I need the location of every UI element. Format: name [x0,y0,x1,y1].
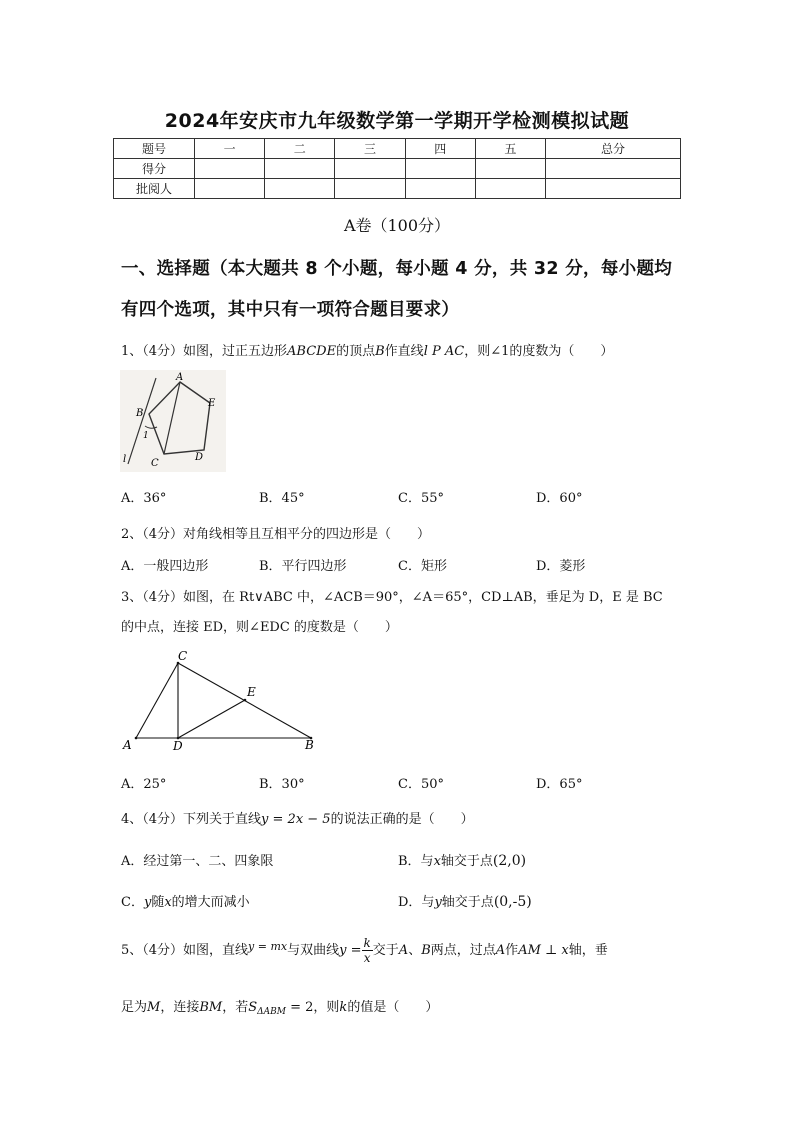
q5-mid4: 作 [505,943,519,958]
score-table [113,138,681,199]
q1-option-d[interactable]: D．60° [536,491,583,506]
q4c-var-y: y [143,895,152,910]
label-l: l [123,454,127,465]
score-cell[interactable] [335,179,405,199]
q5-l2-suffix: 的值是（ ） [347,1000,439,1015]
q1-suffix: ，则∠1的度数为（ ） [464,344,614,359]
q5-s: S [248,1000,258,1015]
q4c-suffix: 的增大而减小 [171,895,250,910]
q5-l2-mid2: ，若 [222,1000,249,1015]
table-header-cell: 题号 [114,139,195,159]
question-4-text [121,808,474,827]
score-cell[interactable] [405,179,475,199]
q5-frac-den: x [363,951,371,965]
q2-option-c[interactable]: C．矩形 [398,559,447,574]
q5-mid: 与双曲线 [287,943,340,958]
q4-option-a[interactable]: A．经过第一、二、四象限 [121,854,274,869]
q2-option-a[interactable]: A．一般四边形 [121,559,209,574]
q4d-suffix: 轴交于点 [441,895,494,910]
q1-prefix: 1、（4分）如图，过正五边形 [121,344,288,359]
question-5-line2 [121,996,438,1017]
q5-s-sub: ΔABM [257,1007,286,1017]
score-table-header-row [114,139,681,159]
q5-mid3: 两点，过点 [430,943,496,958]
q3-option-b[interactable]: B．30° [259,777,305,792]
section-a-heading: A卷（100分） [343,216,451,235]
q1-option-c[interactable]: C．55° [398,491,444,506]
q5-pa: A [495,943,506,958]
q5-hyp-lhs: y = [339,943,362,958]
q4-suffix: 的说法正确的是（ ） [330,812,474,827]
question-1-figure [120,370,226,472]
q2-option-d[interactable]: D．菱形 [536,559,586,574]
q5-l2-mid3: ，则 [313,1000,340,1015]
q4c-mid: 随 [151,895,165,910]
q4-prefix: 4、（4分）下列关于直线 [121,812,262,827]
q5-point-b: B [421,943,431,958]
q5-fraction [362,937,373,964]
q4d-var: y [434,895,442,910]
score-cell[interactable] [265,179,335,199]
question-1-text [121,340,613,359]
q1-option-a[interactable]: A．36° [121,491,167,506]
q4c-prefix: C． [121,895,144,910]
q2-option-b[interactable]: B．平行四边形 [259,559,347,574]
table-header-cell: 五 [475,139,545,159]
q5-l2-prefix: 足为 [121,1000,148,1015]
score-cell[interactable] [265,159,335,179]
question-3-figure [118,646,328,756]
score-cell[interactable] [475,159,545,179]
label-a: A [123,738,132,752]
segment-ac [136,663,178,738]
score-table-row [114,179,681,199]
q4-option-d[interactable] [398,891,532,910]
table-header-cell: 总分 [546,139,681,159]
q3-option-c[interactable]: C．50° [398,777,444,792]
q1-option-b[interactable]: B．45° [259,491,305,506]
label-d: D [195,452,204,463]
q1-mid2: 作直线 [384,344,424,359]
q5-l2-mid: ，连接 [160,1000,200,1015]
score-cell[interactable] [546,159,681,179]
score-cell[interactable] [405,159,475,179]
q5-mid2: 交于 [372,943,399,958]
table-header-cell: 四 [405,139,475,159]
label-b: B [305,738,314,752]
point-e [244,699,247,702]
q4d-prefix: D．与 [398,895,435,910]
q4b-var: x [433,854,441,869]
score-cell[interactable] [195,179,265,199]
q5-perp: AM ⊥ x [518,943,569,958]
q5-sep: 、 [408,943,422,958]
label-b: B [136,408,144,419]
q5-m: M [147,1000,161,1015]
row-label: 批阅人 [114,179,195,199]
exam-title: 2024年安庆市九年级数学第一学期开学检测模拟试题 [164,110,630,132]
table-header-cell: 二 [265,139,335,159]
question-3-line2: 的中点，连接 ED，则∠EDC 的度数是（ ） [121,620,398,635]
label-e: E [208,398,216,409]
label-c: C [178,649,188,663]
question-2-text: 2、（4分）对角线相等且互相平分的四边形是（ ） [121,527,431,542]
score-table-row [114,159,681,179]
label-a: A [176,372,184,383]
part-one-heading-line1: 一、选择题（本大题共 8 个小题，每小题 4 分，共 32 分，每小题均 [121,259,673,279]
q5-s-val: = 2 [285,1000,314,1015]
q5-bm: BM [199,1000,223,1015]
score-cell[interactable] [195,159,265,179]
score-cell[interactable] [475,179,545,199]
score-cell[interactable] [335,159,405,179]
q3-option-d[interactable]: D．65° [536,777,583,792]
q5-point-a: A [398,943,409,958]
q3-option-a[interactable]: A．25° [121,777,167,792]
table-header-cell: 一 [195,139,265,159]
q5-frac-num: k [363,936,371,950]
q5-k: k [339,1000,348,1015]
row-label: 得分 [114,159,195,179]
label-d: D [173,739,183,753]
q4b-prefix: B．与 [398,854,434,869]
q4b-point: (2,0) [492,853,527,869]
figure-photo-background [120,370,226,472]
label-e: E [247,685,256,699]
q4-option-b[interactable] [398,850,526,869]
q5-prefix: 5、（4分）如图，直线 [121,943,249,958]
part-one-heading-line2: 有四个选项，其中只有一项符合题目要求） [121,300,460,320]
q5-end: 轴，垂 [568,943,608,958]
q1-vertex: B [375,344,385,359]
q5-line-eq: y = mx [248,940,288,953]
q1-shape: ABCDE [287,344,337,359]
q4-option-c[interactable] [121,891,250,910]
q4d-point: (0,-5) [493,894,532,910]
question-3-line1: 3、（4分）如图，在 Rt∨ABC 中，∠ACB＝90°，∠A＝65°，CD⊥AB，垂足为 D，E 是 BC [121,590,663,605]
label-c: C [151,458,159,469]
point-a [135,737,138,740]
table-header-cell: 三 [335,139,405,159]
q4-formula: y = 2x − 5 [261,812,331,827]
q1-mid: 的顶点 [336,344,376,359]
question-5-line1 [121,937,608,964]
label-angle-1: 1 [143,431,149,441]
score-cell[interactable] [546,179,681,199]
q4c-var-x: x [164,895,172,910]
segment-de [178,700,245,738]
q4b-suffix: 轴交于点 [440,854,493,869]
q1-relation: l P AC [423,344,465,359]
